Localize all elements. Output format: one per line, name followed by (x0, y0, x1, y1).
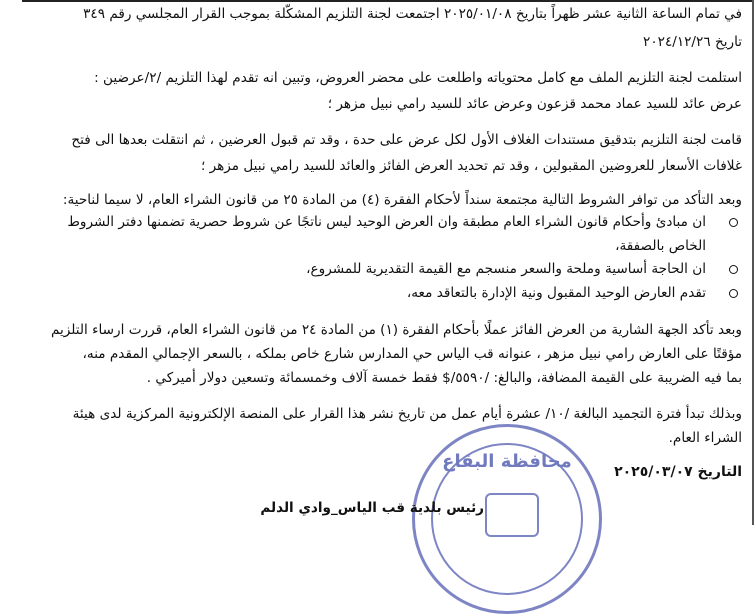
para2-line-2: غلافات الأسعار للعروضين المقبولين ، وقد تم تحديد العرض الفائز والعائد للسيد رامي نبيل مزهر ؛ (200, 158, 742, 174)
bullet-2-line: ان الحاجة أساسية وملحة والسعر منسجم مع القيمة التقديرية للمشروع، (306, 261, 706, 277)
para3-intro: وبعد التأكد من توافر الشروط التالية مجتمعة سنداً لأحكام الفقرة (٤) من المادة ٢٥ من قانون الشراء العام، لا سيما لناحية: (62, 192, 742, 208)
intro-line-2: تاريخ ٢٠٢٤/١٢/٢٦ (643, 34, 742, 50)
stamp-emblem (485, 493, 539, 537)
bullet-2-icon (729, 265, 738, 274)
bullet-1-icon (729, 218, 738, 227)
para2-line-1: قامت لجنة التلزيم بتدقيق مستندات الغلاف الأول لكل عرض على حدة ، وقد تم قبول العرضين ، ثم انتقلت بعدها الى فتح (71, 132, 742, 148)
para4-line-3: بما فيه الضريبة على القيمة المضافة، والبالغ: /٥٥٩٠/$ فقط خمسة آلاف وخمسمائة وتسعين دولار أميركي . (146, 370, 742, 386)
para1-line-2: عرض عائد للسيد عماد محمد قزعون وعرض عائد للسيد رامي نبيل مزهر ؛ (327, 96, 742, 112)
para4-line-2: مؤقتًا على العارض رامي نبيل مزهر ، عنوانه قب الياس حي المدارس شارع خاص بملكه ، بالسعر الإجمالي المقدم منه، (82, 346, 742, 362)
intro-line-1: في تمام الساعة الثانية عشر ظهراً بتاريخ ٢٠٢٥/٠١/٠٨ اجتمعت لجنة التلزيم المشكّلة بموجب القرار المجلسي رقم ٣٤٩ (83, 6, 742, 22)
bullet-3-line: تقدم العارض الوحيد المقبول ونية الإدارة بالتعاقد معه، (406, 285, 706, 301)
bullet-1-line-2: الخاص بالصفقة، (615, 238, 706, 254)
para5-line-1: وبذلك تبدأ فترة التجميد البالغة /١٠/ عشرة أيام عمل من تاريخ نشر هذا القرار على المنصة الإلكترونية المركزية لدى هيئة (72, 406, 742, 422)
signature-title: رئيس بلدية قب الياس_وادي الدلم (260, 500, 484, 516)
para1-line-1: استلمت لجنة التلزيم الملف مع كامل محتوياته واطلعت على محضر العروض، وتبين انه تقدم لهذا التلزيم /٢/عرضين : (94, 70, 742, 86)
para4-line-1: وبعد تأكد الجهة الشارية من العرض الفائز عملًا بأحكام الفقرة (١) من المادة ٢٤ من قانون الشراء العام، قررت ارساء التلزيم (50, 322, 742, 338)
document-date: التاريخ ٢٠٢٥/٠٣/٠٧ (614, 464, 742, 480)
stamp-text: محافظة البقاع (442, 451, 572, 472)
bullet-3-icon (729, 289, 738, 298)
bullet-1-line-1: ان مبادئ وأحكام قانون الشراء العام مطبقة وان العرض الوحيد ليس ناتجًا عن شروط حصرية تضمنها دفتر الشروط (67, 214, 706, 230)
para5-line-2: الشراء العام. (668, 430, 742, 446)
